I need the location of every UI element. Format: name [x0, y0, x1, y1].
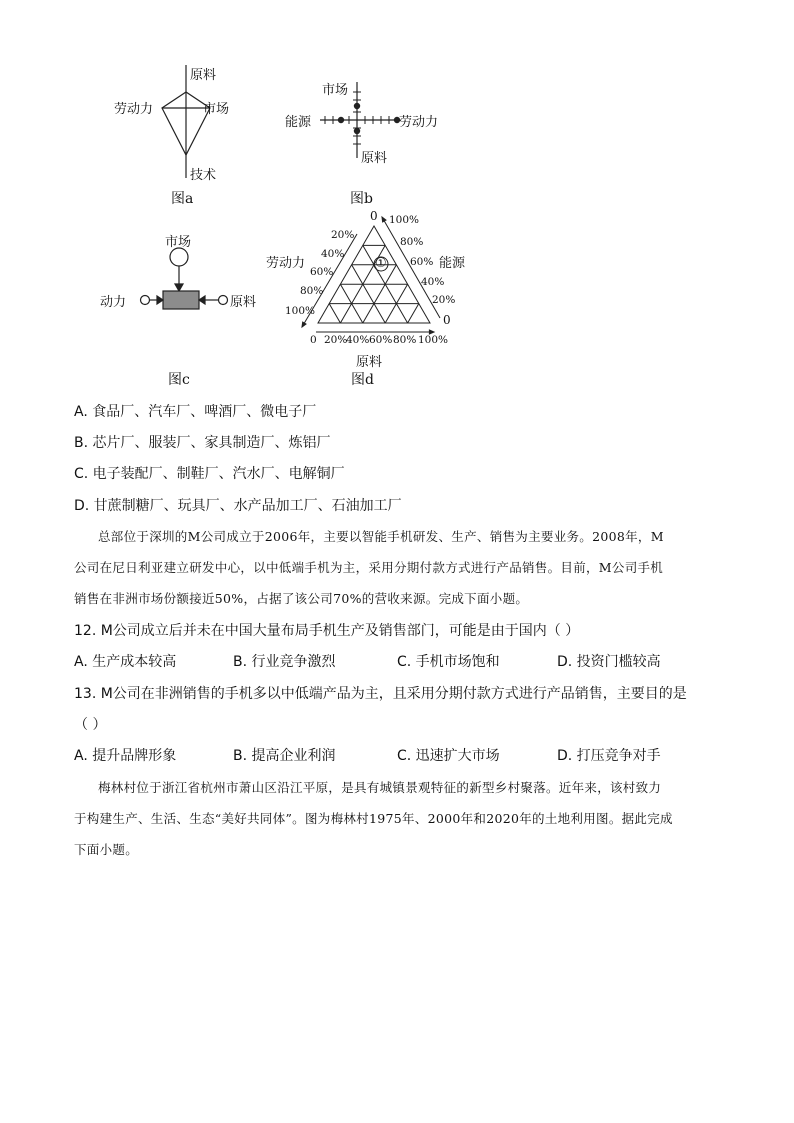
fig-d-left-tick: 20% — [331, 229, 355, 241]
q13-option-b: B. 提高企业利润 — [233, 748, 336, 764]
fig-a-right-label: 市场 — [203, 102, 230, 117]
fig-b-caption: 图b — [350, 191, 373, 207]
fig-b-bottom-label: 原料 — [361, 151, 388, 166]
fig-d-bottom-tick: 0 — [310, 334, 317, 346]
fig-a-bottom-label: 技术 — [190, 168, 217, 183]
fig-d-bottom-tick: 100% — [418, 334, 449, 346]
passage1-line: 总部位于深圳的M公司成立于2006年，主要以智能手机研发、生产、销售为主要业务。2008年，M — [98, 529, 664, 544]
fig-d-left-axis: 劳动力 — [266, 256, 306, 271]
fig-d-right-tick: 60% — [410, 256, 434, 268]
passage2-line: 梅林村位于浙江省杭州市萧山区沿江平原，是具有城镇景观特征的新型乡村聚落。近年来，该村致力 — [98, 780, 662, 795]
left-axis-arrow-head — [302, 322, 306, 327]
passage2-line: 于构建生产、生活、生态“美好共同体”。图为梅林村1975年、2000年和2020年的土地利用图。据此完成 — [74, 811, 673, 826]
passage2-line: 下面小题。 — [74, 842, 139, 857]
fig-d-left-tick: 40% — [321, 248, 345, 260]
fig-d-right-axis: 能源 — [439, 256, 466, 271]
passage1-line: 公司在尼日利亚建立研发中心，以中低端手机为主，采用分期付款方式进行产品销售。目前，M公司手机 — [74, 560, 664, 575]
fig-d-right-tick: 100% — [389, 214, 420, 226]
fig-d-bottom-tick: 80% — [393, 334, 417, 346]
fig-d-bottom-axis: 原料 — [356, 355, 383, 370]
fig-a-caption: 图a — [171, 191, 194, 207]
q13-option-a: A. 提升品牌形象 — [74, 748, 177, 764]
right-axis-arrow-head — [382, 217, 386, 222]
fig-c-right-label: 原料 — [230, 295, 257, 310]
q13-option-d: D. 打压竞争对手 — [557, 748, 661, 764]
q12-option-b: B. 行业竞争激烈 — [233, 654, 336, 670]
fig-d-bottom-tick: 20% — [324, 334, 348, 346]
fig-b-top-label: 市场 — [322, 83, 349, 98]
fig-c-top-label: 市场 — [165, 235, 192, 250]
fig-d-right-tick: 0 — [443, 313, 451, 327]
q11-option-c: C. 电子装配厂、制鞋厂、汽水厂、电解铜厂 — [74, 466, 345, 482]
fig-d-bottom-tick: 40% — [346, 334, 370, 346]
fig-d-marker: ① — [375, 256, 387, 271]
fig-d-apex-zero: 0 — [370, 209, 378, 223]
fig-a-left-label: 劳动力 — [114, 102, 154, 117]
fig-c-caption: 图c — [168, 372, 190, 388]
q11-option-b: B. 芯片厂、服装厂、家具制造厂、炼铝厂 — [74, 435, 331, 451]
fig-d-left-tick: 60% — [310, 266, 334, 278]
fig-d-left-tick: 100% — [285, 305, 316, 317]
fig-c-left-label: 动力 — [100, 295, 127, 310]
q12-option-c: C. 手机市场饱和 — [397, 654, 500, 670]
ternary-grid-line — [329, 304, 340, 323]
q13-stem: 13. M公司在非洲销售的手机多以中低端产品为主，且采用分期付款方式进行产品销售，主要目的是 — [74, 686, 687, 702]
fig-d-left-tick: 80% — [300, 285, 324, 297]
fig-d-right-tick: 80% — [400, 236, 424, 248]
q12-option-a: A. 生产成本较高 — [74, 654, 177, 670]
fig-d-right-tick: 20% — [432, 294, 456, 306]
q11-option-d: D. 甘蔗制糖厂、玩具厂、水产品加工厂、石油加工厂 — [74, 498, 402, 514]
q11-option-a: A. 食品厂、汽车厂、啤酒厂、微电子厂 — [74, 404, 317, 420]
fig-d-bottom-tick: 60% — [369, 334, 393, 346]
q13-option-c: C. 迅速扩大市场 — [397, 748, 500, 764]
q13-stem-blank: （ ） — [74, 717, 107, 733]
q12-option-d: D. 投资门槛较高 — [557, 654, 661, 670]
fig-d-right-tick: 40% — [421, 276, 445, 288]
figure-c — [141, 248, 228, 309]
q12-stem: 12. M公司成立后并未在中国大量布局手机生产及销售部门，可能是由于国内（ ） — [74, 623, 580, 639]
passage1-line: 销售在非洲市场份额接近50%，占据了该公司70%的营收来源。完成下面小题。 — [74, 591, 529, 606]
fig-a-top-label: 原料 — [190, 68, 217, 83]
fig-d-caption: 图d — [351, 372, 374, 388]
ternary-grid-line — [408, 304, 419, 323]
fig-b-right-label: 劳动力 — [399, 115, 439, 130]
fig-b-left-label: 能源 — [285, 115, 312, 130]
